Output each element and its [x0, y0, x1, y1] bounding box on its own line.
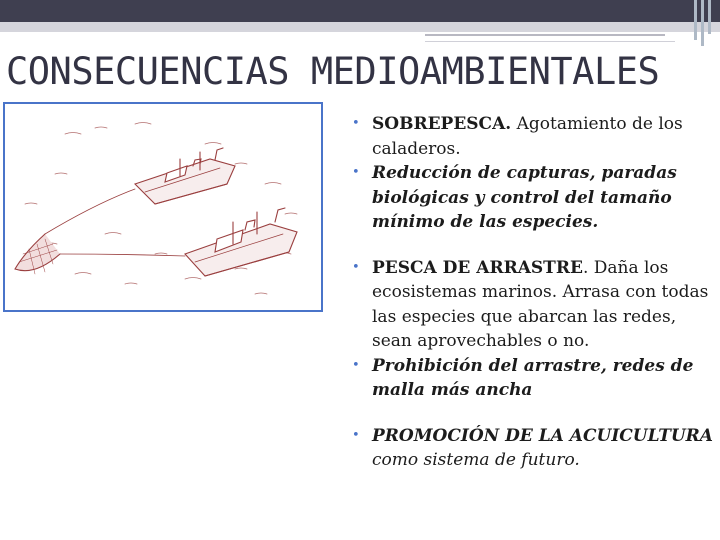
bullet-arrastre [352, 256, 714, 354]
bullet-emphasis: Reducción de capturas, paradas biológicas y control del tamaño mínimo de las especies. [372, 163, 677, 232]
bullet-text: Agotamiento de los caladeros. [372, 114, 683, 159]
decorative-corner [690, 0, 720, 46]
fishing-boats-image [3, 102, 323, 312]
decorative-line [425, 41, 675, 42]
bullet-strong: SOBREPESCA. [372, 114, 512, 134]
bullet-sobrepesca [352, 112, 714, 161]
bullet-text: como sistema de futuro. [372, 450, 580, 470]
decorative-line [425, 34, 665, 36]
trawler-illustration [5, 104, 321, 310]
slide-title: CONSECUENCIAS MEDIOAMBIENTALES [6, 50, 660, 93]
bullet-list [352, 112, 714, 473]
bullet-acuicultura [352, 424, 714, 473]
slide-content [352, 112, 714, 473]
bullet-prohibicion [352, 354, 714, 403]
bullet-strong: PESCA DE ARRASTRE [372, 257, 583, 278]
bullet-emphasis: PROMOCIÓN DE LA ACUICULTURA [372, 425, 713, 446]
top-bar-accent [0, 22, 720, 32]
bullet-emphasis: Prohibición del arrastre, redes de malla más ancha [372, 355, 694, 400]
bullet-text: . Daña los ecosistemas marinos. Arrasa con todas las especies que abarcan las redes, sean aprovechables o no. [372, 257, 709, 351]
top-bar [0, 0, 720, 22]
bullet-reduccion [352, 161, 714, 235]
